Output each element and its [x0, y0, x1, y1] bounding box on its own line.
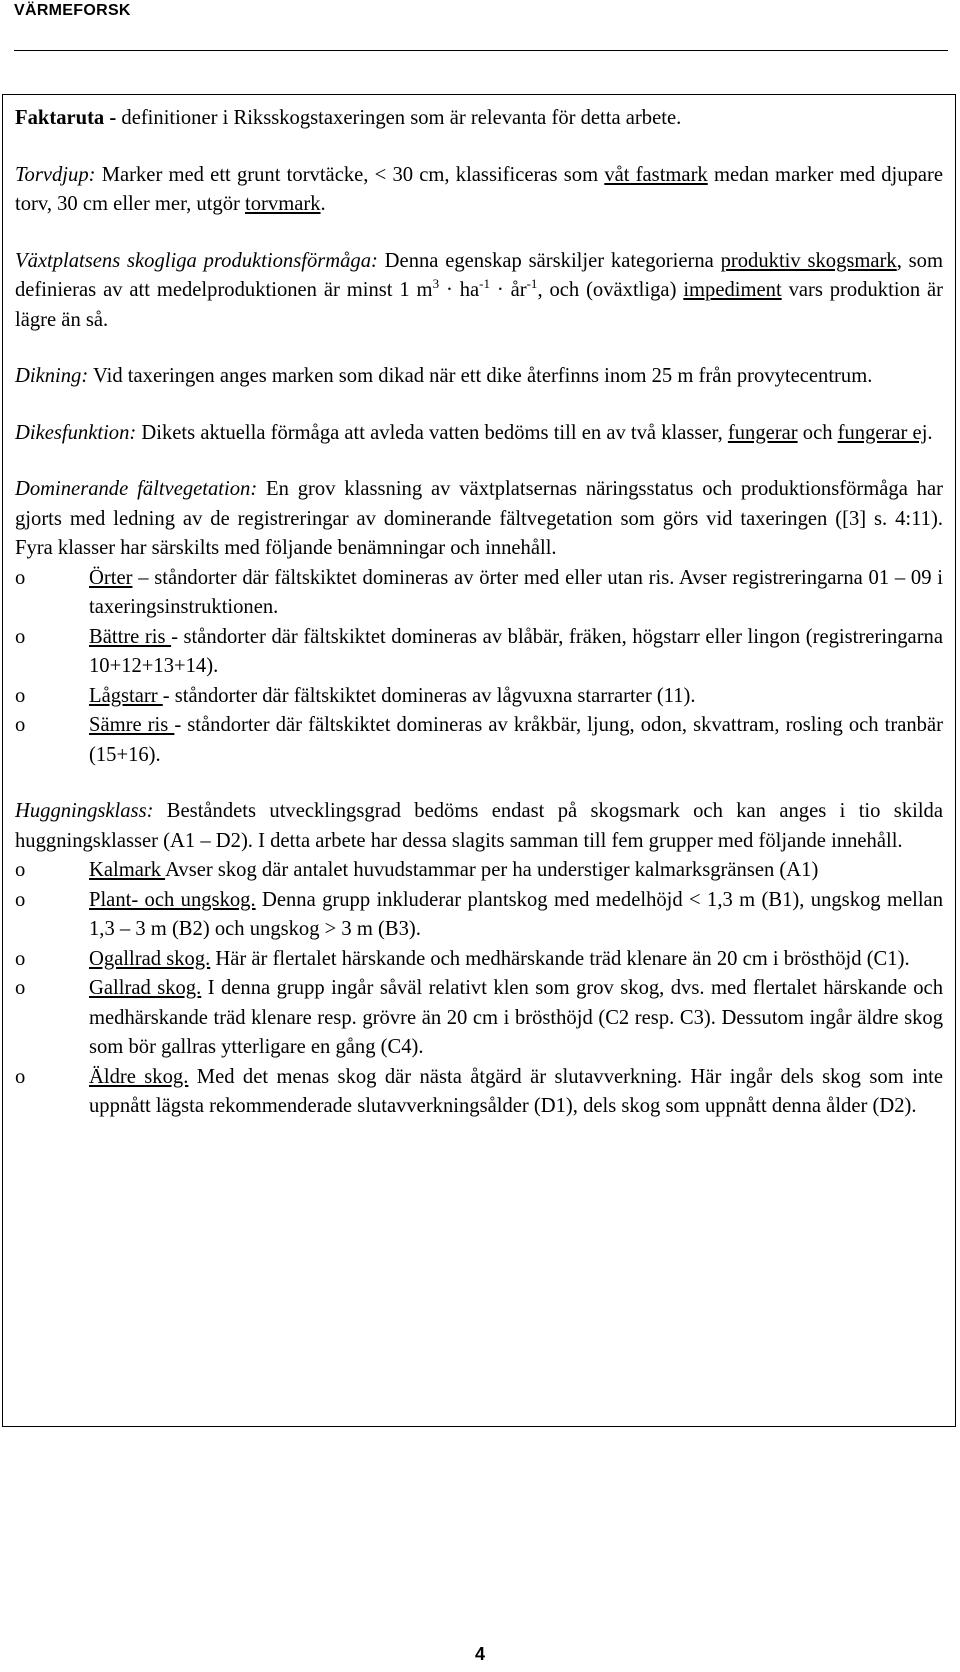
definition-text: . [927, 421, 933, 444]
definition-torvdjup [15, 161, 943, 220]
definition-dominerande [15, 475, 943, 564]
list-item-text: – ståndorter där fältskiktet domineras av örter med eller utan ris. Avser registreringarna 01 – 09 i taxeringsinstruktionen. [89, 566, 943, 618]
definition-text: medan marker med djupare torv, 30 cm eller mer, utgör [15, 163, 943, 215]
definition-text: · år [489, 279, 527, 301]
factbox-title-bold: Faktaruta - [15, 107, 122, 129]
term-link-fungerar: fungerar [727, 421, 798, 444]
definition-text: Denna egenskap särskiljer kategorierna [377, 249, 721, 272]
list-item-text: Med det menas skog där nästa åtgärd är slutavverkning. Här ingår dels skog som inte uppnått lägsta rekommenderade slutavverkningsålder (D1), dels skog som uppnått denna ålder (D2). [89, 1065, 943, 1117]
term-dominerande: Dominerande fältvegetation: [15, 478, 258, 500]
list-item-text: - ståndorter där fältskiktet domineras av blåbär, fräken, högstarr eller lingon (registreringarna 10+12+13+14). [89, 625, 943, 677]
list-item-label: Gallrad skog. [89, 977, 202, 999]
term-link-impediment: impediment [683, 279, 782, 301]
definition-dikesfunktion [15, 419, 943, 449]
dominerande-list [15, 564, 943, 771]
list-item-label: Äldre skog. [89, 1065, 189, 1088]
definition-text: . [320, 193, 326, 215]
factbox-title-rest: definitioner i Riksskogstaxeringen som är relevanta för detta arbete. [121, 107, 682, 129]
list-item-label: Kalmark [89, 859, 166, 881]
term-link-torvmark: torvmark [245, 193, 321, 215]
definition-text: Dikets aktuella förmåga att avleda vatten bedöms till en av två klasser, [136, 421, 728, 444]
definition-dikning [15, 362, 943, 392]
list-item-text: Avser skog där antalet huvudstammar per ha understiger kalmarksgränsen (A1) [165, 859, 819, 881]
definition-text: En grov klassning av växtplatsernas näringsstatus och produktionsförmåga har gjorts med ledning av de registreringar av dominerande fältvegetation som görs vid taxeringen ([3] s. 4:11). Fyra klasser har särskilts med följande benämningar och innehåll. [15, 478, 943, 559]
bullet: o [15, 859, 26, 881]
huggningsklass-list [15, 856, 943, 1122]
list-item [15, 623, 943, 682]
definition-text: vars produktion är lägre än så. [15, 279, 944, 331]
list-item [15, 682, 943, 712]
list-item-label: Lågstarr [89, 684, 163, 707]
list-item-label: Plant- och ungskog. [89, 888, 256, 911]
list-item [15, 711, 943, 770]
page-number: 4 [474, 1644, 485, 1664]
list-item-text: I denna grupp ingår såväl relativt klen som grov skog, dvs. med flertalet härskande och medhärskande träd klenare resp. grövre än 20 cm i brösthöjd (C2 resp. C3). Dessutom ingår äldre skog som bör gallras ytterligare en gång (C4). [89, 977, 943, 1058]
list-item [15, 856, 943, 886]
list-item-text: Här är flertalet härskande och medhärskande träd klenare än 20 cm i brösthöjd (C1). [210, 947, 910, 970]
definition-text: och [797, 421, 838, 444]
factbox [2, 94, 956, 1427]
list-item-text: - ståndorter där fältskiktet domineras av lågvuxna starrarter (11). [162, 684, 696, 707]
list-item [15, 564, 943, 623]
definition-text: Vid taxeringen anges marken som dikad när ett dike återfinns inom 25 m från provytecentrum. [88, 365, 873, 387]
bullet: o [15, 625, 26, 648]
definition-text: Beståndets utvecklingsgrad bedöms endast på skogsmark och kan anges i tio skilda huggningsklasser (A1 – D2). I detta arbete har dessa slagits samman till fem grupper med följande innehåll. [15, 800, 943, 852]
list-item-text: Denna grupp inkluderar plantskog med medelhöjd < 1,3 m (B1), ungskog mellan 1,3 – 3 m (B2) och ungskog > 3 m (B3). [89, 888, 943, 940]
definition-vaxtplatsens [15, 247, 943, 336]
bullet: o [15, 977, 26, 999]
term-dikesfunktion: Dikesfunktion: [15, 421, 137, 444]
list-item-label: Bättre ris [89, 625, 172, 648]
superscript: -1 [526, 276, 538, 291]
factbox-title [15, 104, 943, 134]
list-item [15, 974, 943, 1063]
list-item-label: Örter [89, 566, 133, 589]
bullet: o [15, 566, 26, 589]
term-torvdjup: Torvdjup: [15, 163, 96, 186]
list-item-text: - ståndorter där fältskiktet domineras av kråkbär, ljung, odon, skvattram, rosling och tranbär (15+16). [89, 714, 943, 766]
definition-text: Marker med ett grunt torvtäcke, < 30 cm, klassificeras som [95, 163, 605, 186]
list-item [15, 945, 943, 975]
definition-text: , och (oväxtliga) [537, 279, 684, 301]
bullet: o [15, 1065, 26, 1088]
definition-text: · ha [439, 279, 480, 301]
term-link-fungerar-ej: fungerar ej [837, 421, 928, 444]
definition-text: , som definieras av att medelproduktionen är minst 1 m [15, 249, 943, 301]
term-dikning: Dikning: [15, 365, 89, 387]
term-link-produktiv-skogsmark: produktiv skogsmark [720, 249, 897, 272]
term-link-vat-fastmark: våt fastmark [604, 163, 708, 186]
list-item-label: Ogallrad skog. [89, 947, 211, 970]
superscript: -1 [479, 276, 490, 291]
list-item [15, 886, 943, 945]
term-huggningsklass: Huggningsklass: [15, 800, 154, 822]
bullet: o [15, 947, 26, 970]
list-item [15, 1063, 943, 1122]
bullet: o [15, 714, 26, 736]
bullet: o [15, 888, 26, 911]
superscript: 3 [432, 276, 440, 291]
header-brand: VÄRMEFORSK [14, 2, 131, 19]
bullet: o [15, 684, 26, 707]
definition-huggningsklass [15, 797, 943, 856]
term-vaxtplatsens: Växtplatsens skogliga produktionsförmåga: [15, 249, 378, 272]
header-rule [14, 50, 948, 51]
list-item-label: Sämre ris [89, 714, 175, 736]
